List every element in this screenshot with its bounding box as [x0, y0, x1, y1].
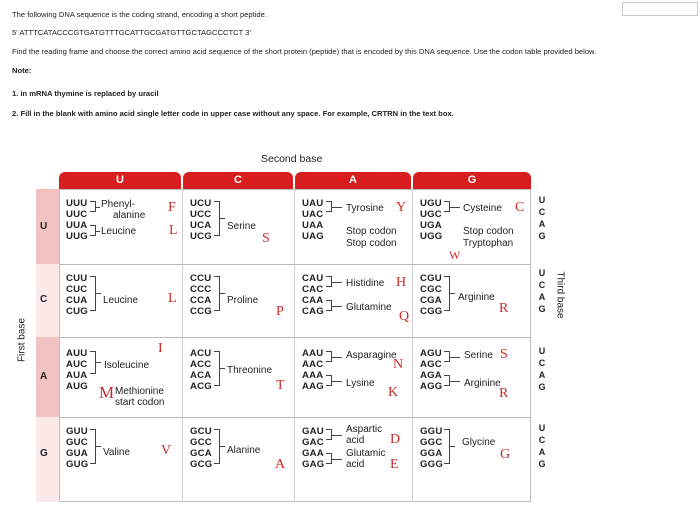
codons-ca: CAU CAC CAA CAG [302, 273, 324, 317]
second-base-title: Second base [261, 153, 323, 165]
codons-gg: GGU GGC GGA GGG [420, 426, 443, 470]
letter-f: F [168, 200, 176, 215]
codons-cu: CUU CUC CUA CUG [66, 273, 88, 317]
col-header-a: A [349, 174, 357, 186]
codons-ac: ACU ACC ACA ACG [190, 348, 212, 392]
note-1: 1. in mRNA thymine is replaced by uracil [12, 89, 159, 98]
codons-uu: UUU UUC UUA UUG [66, 198, 88, 242]
first-base-label: First base [16, 318, 28, 362]
third-base-label: Third base [554, 271, 566, 319]
codons-gc: GCU GCC GCA GCG [190, 426, 213, 470]
first-base-g: G [40, 448, 48, 459]
codons-cg: CGU CGC CGA CGG [420, 273, 443, 317]
question-instruction: Find the reading frame and choose the correct amino acid sequence of the short protein (peptide) that is encoded by this DNA sequence. Use the codon table provided below. [12, 47, 597, 56]
codons-ga: GAU GAC GAA GAG [302, 426, 325, 470]
codons-ua: UAU UAC UAA UAG [302, 198, 324, 242]
codons-cc: CCU CCC CCA CCG [190, 273, 212, 317]
col-header-u: U [116, 174, 124, 186]
codons-au: AUU AUC AUA AUG [66, 348, 88, 392]
col-header-c: C [234, 174, 242, 186]
codons-aa: AAU AAC AAA AAG [302, 348, 324, 392]
codons-gu: GUU GUC GUA GUG [66, 426, 89, 470]
codons-ag: AGU AGC AGA AGG [420, 348, 443, 392]
question-intro: The following DNA sequence is the coding strand, encoding a short peptide. [12, 10, 267, 19]
note-2: 2. Fill in the blank with amino acid single letter code in upper case without any space. For example, CRTRN in the text box. [12, 109, 454, 118]
first-base-u: U [40, 221, 48, 232]
codons-ug: UGU UGC UGA UGG [420, 198, 443, 242]
answer-text-box[interactable] [622, 2, 698, 16]
first-base-c: C [40, 294, 48, 305]
dna-sequence: 5' ATTTCATACCCGTGATGTTTGCATTGCGATGTTGCTAGCCCTCT 3' [12, 28, 251, 37]
first-base-a: A [40, 371, 48, 382]
note-label: Note: [12, 66, 32, 75]
codons-uc: UCU UCC UCA UCG [190, 198, 212, 242]
col-header-g: G [467, 174, 477, 186]
